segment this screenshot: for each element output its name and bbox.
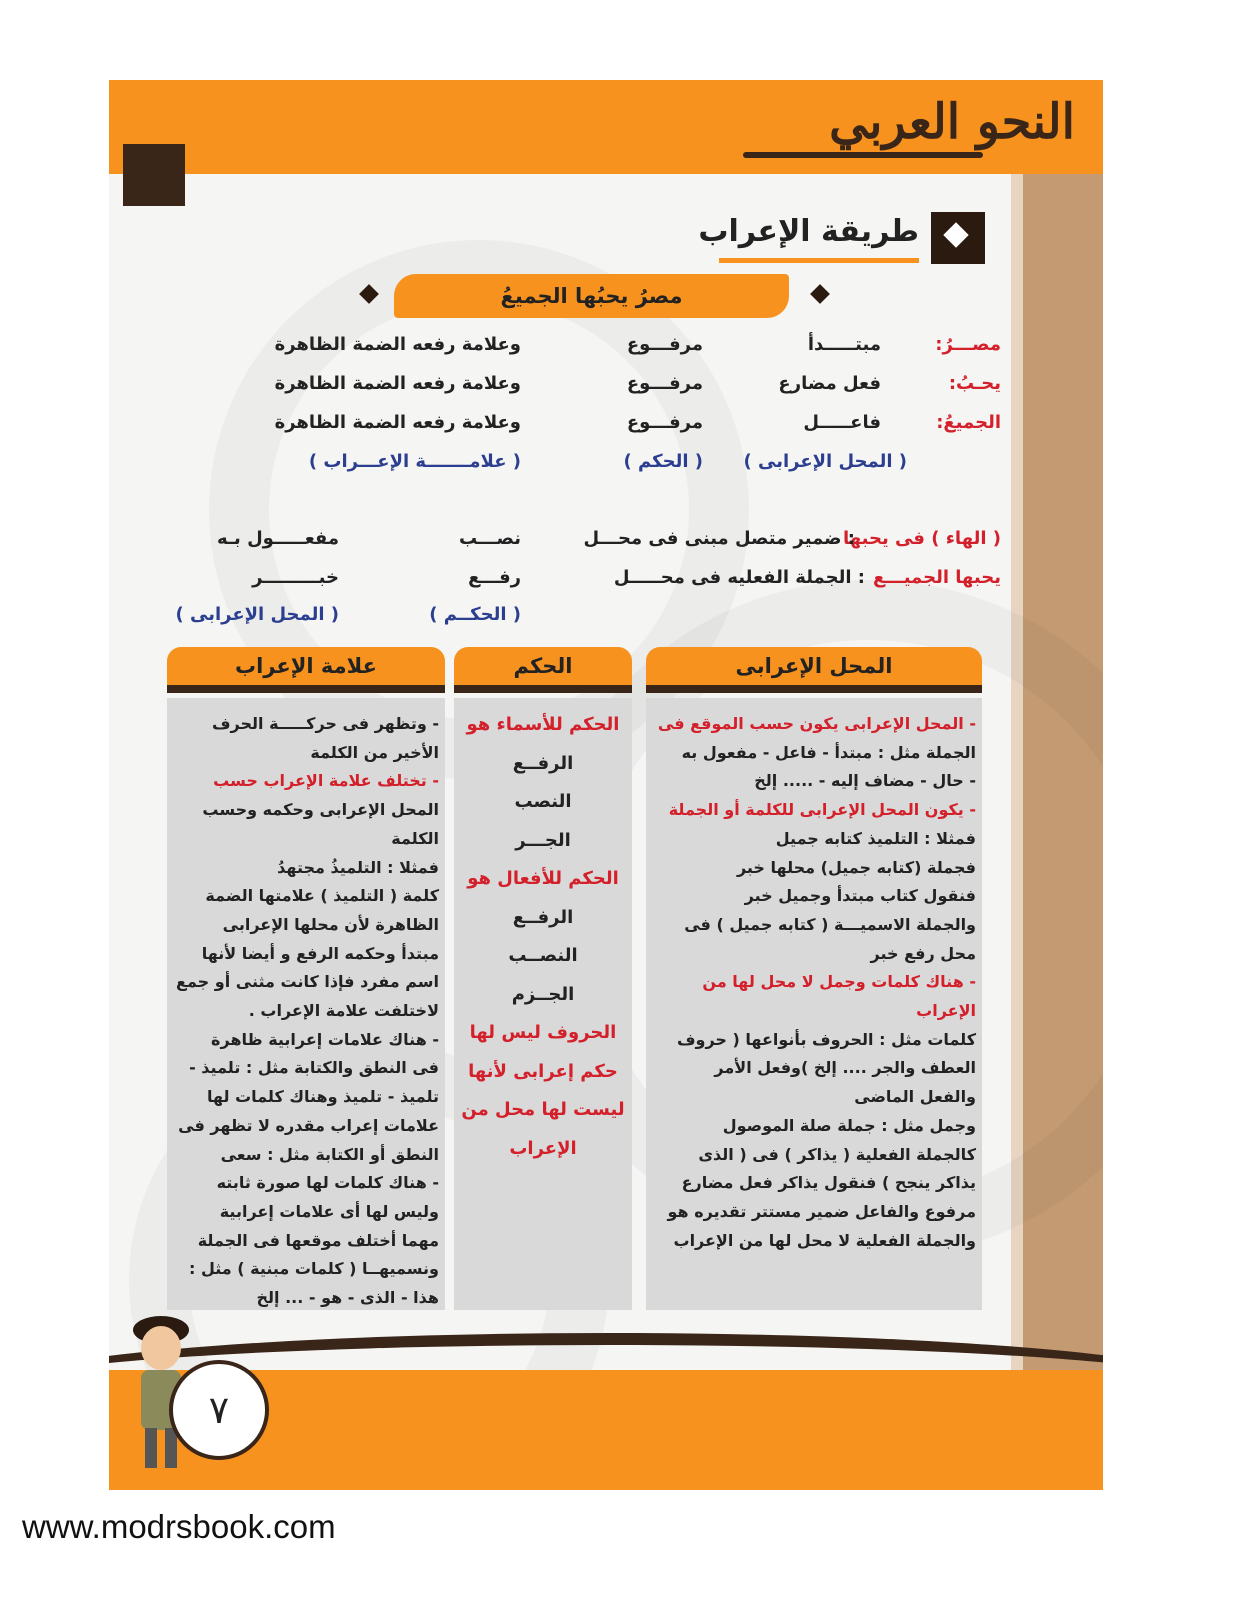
column-header-mahal: المحل الإعرابى: [646, 647, 982, 685]
text-line: الإعراب: [509, 1137, 577, 1159]
text-line: فجملة (كتابه جميل) محلها خبر: [736, 857, 976, 877]
example2-role: خبـــــــــر: [252, 567, 339, 588]
legend2-role: ( المحل الإعرابى ): [175, 604, 339, 625]
text-line: النصب: [514, 791, 572, 812]
text-line: المحل الإعرابى وحكمه وحسب: [202, 800, 439, 820]
column-header-alama: علامة الإعراب: [167, 647, 445, 685]
example2-role: مفعـــــول بـه: [216, 528, 339, 549]
text-line: العطف والجر .... إلخ )وفعل الأمر: [714, 1058, 976, 1078]
text-line: - يكون المحل الإعرابى للكلمة أو الجملة: [668, 800, 976, 820]
text-line: الحكم للأسماء هو: [466, 714, 620, 735]
text-line: فمثلا : التلميذُ مجتهدُ: [277, 857, 439, 877]
example-ruling: مرفـــوع: [626, 373, 703, 394]
example-word: الجميعُ:: [936, 412, 1001, 433]
example-role: فاعـــــل: [803, 412, 881, 433]
text-line: الرفــع: [512, 752, 574, 774]
text-line: مهما أختلف موقعها فى الجملة: [197, 1230, 439, 1250]
text-line: ليست لها محل من: [461, 1099, 625, 1120]
text-line: محل رفع خبر: [870, 943, 976, 963]
page-number: ٧: [169, 1360, 269, 1460]
column-header-hukm: الحكم: [454, 647, 632, 685]
text-line: - تختلف علامة الإعراب حسب: [213, 771, 439, 791]
logo-swash: [743, 152, 983, 158]
text-line: وليس لها أى علامات إعرابية: [219, 1201, 439, 1221]
text-line: - هناك كلمات وجمل لا محل لها من: [702, 972, 976, 992]
legend-role: ( المحل الإعرابى ): [743, 451, 907, 472]
example2-ruling: نصـــب: [458, 528, 521, 549]
text-line: حكم إعرابى لأنها: [468, 1060, 618, 1082]
example-word: مصـــرُ:: [935, 334, 1001, 355]
text-line: اسم مفرد فإذا كانت مثنى أو جمع: [176, 972, 439, 992]
text-line: الحكم للأفعال هو: [467, 868, 619, 889]
column-header-bar: [167, 685, 445, 693]
section-title: طريقة الإعراب: [698, 214, 919, 249]
example2-phrase: ( الهاء ) فى يحبها: [842, 528, 1001, 549]
text-line: فى النطق والكتابة مثل : تلميذ -: [189, 1058, 439, 1078]
column-hukm-text: [458, 706, 628, 1168]
text-line: والجملة الاسميـــة ( كتابه جميل ) فى: [684, 914, 976, 934]
text-line: - هناك كلمات لها صورة ثابته: [216, 1173, 439, 1193]
page: [109, 80, 1103, 1490]
text-line: الحروف ليس لها: [469, 1022, 617, 1043]
example-ruling: مرفـــوع: [626, 334, 703, 355]
text-line: مرفوع والفاعل ضمير مستتر تقديره هو: [667, 1201, 976, 1221]
text-line: والجملة الفعلية لا محل لها من الإعراب: [673, 1230, 976, 1250]
example-role: فعل مضارع: [778, 373, 881, 394]
text-line: الجملة مثل : مبتدأ - فاعل - مفعول به: [681, 742, 976, 762]
example-role: مبتـــــدأ: [807, 334, 881, 355]
diamond-icon: [810, 284, 830, 304]
text-line: الكلمة: [391, 828, 439, 848]
example-ruling: مرفـــوع: [626, 412, 703, 433]
text-line: الظاهرة لأن محلها الإعرابى: [222, 914, 439, 934]
example-sign: وعلامة رفعه الضمة الظاهرة: [274, 412, 521, 433]
example2-phrase: يحبها الجميـــع: [872, 567, 1001, 588]
column-header-bar: [454, 685, 632, 693]
column-alama-text: [173, 710, 439, 1313]
site-url[interactable]: www.modrsbook.com: [22, 1508, 336, 1545]
example2-desc: : الجملة الفعليه فى محـــــل: [613, 567, 865, 588]
text-line: فنقول كتاب مبتدأ وجميل خبر: [744, 886, 976, 906]
text-line: - حال - مضاف إليه - ..... إلخ: [754, 771, 976, 791]
text-line: الجــزم: [511, 983, 575, 1005]
text-line: كالجملة الفعلية ( يذاكر ) فى ( الذى: [698, 1144, 976, 1164]
text-line: كلمة ( التلميذ ) علامتها الضمة: [205, 886, 439, 906]
text-line: كلمات مثل : الحروف بأنواعها ( حروف: [676, 1029, 976, 1049]
text-line: فمثلا : التلميذ كتابه جميل: [775, 828, 976, 848]
text-line: والفعل الماضى: [854, 1087, 976, 1107]
legend2-ruling: ( الحكــم ): [429, 604, 521, 625]
section-icon: [931, 212, 985, 264]
text-line: - المحل الإعرابى يكون حسب الموقع فى: [657, 714, 976, 733]
text-line: - وتظهر فى حركـــــة الحرف: [211, 714, 439, 733]
text-line: ونسميهــا ( كلمات مبنية ) مثل :: [188, 1259, 439, 1279]
logo: النحو العربي: [829, 94, 1075, 150]
example-sign: وعلامة رفعه الضمة الظاهرة: [274, 373, 521, 394]
text-line: الإعراب: [916, 1001, 976, 1021]
example-word: يحـبُ:: [948, 373, 1001, 394]
corner-square: [123, 144, 185, 206]
text-line: هذا - الذى - هو - ... إلخ: [256, 1288, 439, 1308]
text-line: الجـــر: [515, 829, 571, 851]
column-mahal-text: [652, 710, 976, 1255]
legend-sign: ( علامـــــــة الإعـــراب ): [308, 451, 521, 472]
title-underline: [719, 258, 919, 263]
text-line: النصــب: [508, 945, 578, 966]
text-line: الرفــع: [512, 906, 574, 928]
text-line: النطق أو الكتابة مثل : سعى: [220, 1144, 439, 1164]
text-line: - هناك علامات إعرابية ظاهرة: [211, 1029, 439, 1049]
text-line: وجمل مثل : جملة صلة الموصول: [722, 1115, 976, 1135]
legend-ruling: ( الحكم ): [623, 451, 703, 472]
column-header-bar: [646, 685, 982, 693]
text-line: لاختلفت علامة الإعراب .: [248, 1001, 439, 1021]
text-line: يذاكر ينجح ) فنقول يذاكر فعل مضارع: [681, 1173, 976, 1193]
text-line: الأخير من الكلمة: [310, 742, 439, 762]
text-line: مبتدأ وحكمه الرفع و أيضا لأنها: [201, 943, 439, 963]
example-sign: وعلامة رفعه الضمة الظاهرة: [274, 334, 521, 355]
example2-desc: : ضمير متصل مبنى فى محـــل: [583, 528, 855, 549]
example2-ruling: رفـــع: [468, 567, 521, 588]
text-line: تلميذ - تلميذ وهناك كلمات لها: [206, 1087, 439, 1107]
example-sentence: مصرُ يحبُها الجميعُ: [394, 274, 789, 318]
text-line: علامات إعراب مقدره لا تظهر فى: [178, 1115, 439, 1135]
